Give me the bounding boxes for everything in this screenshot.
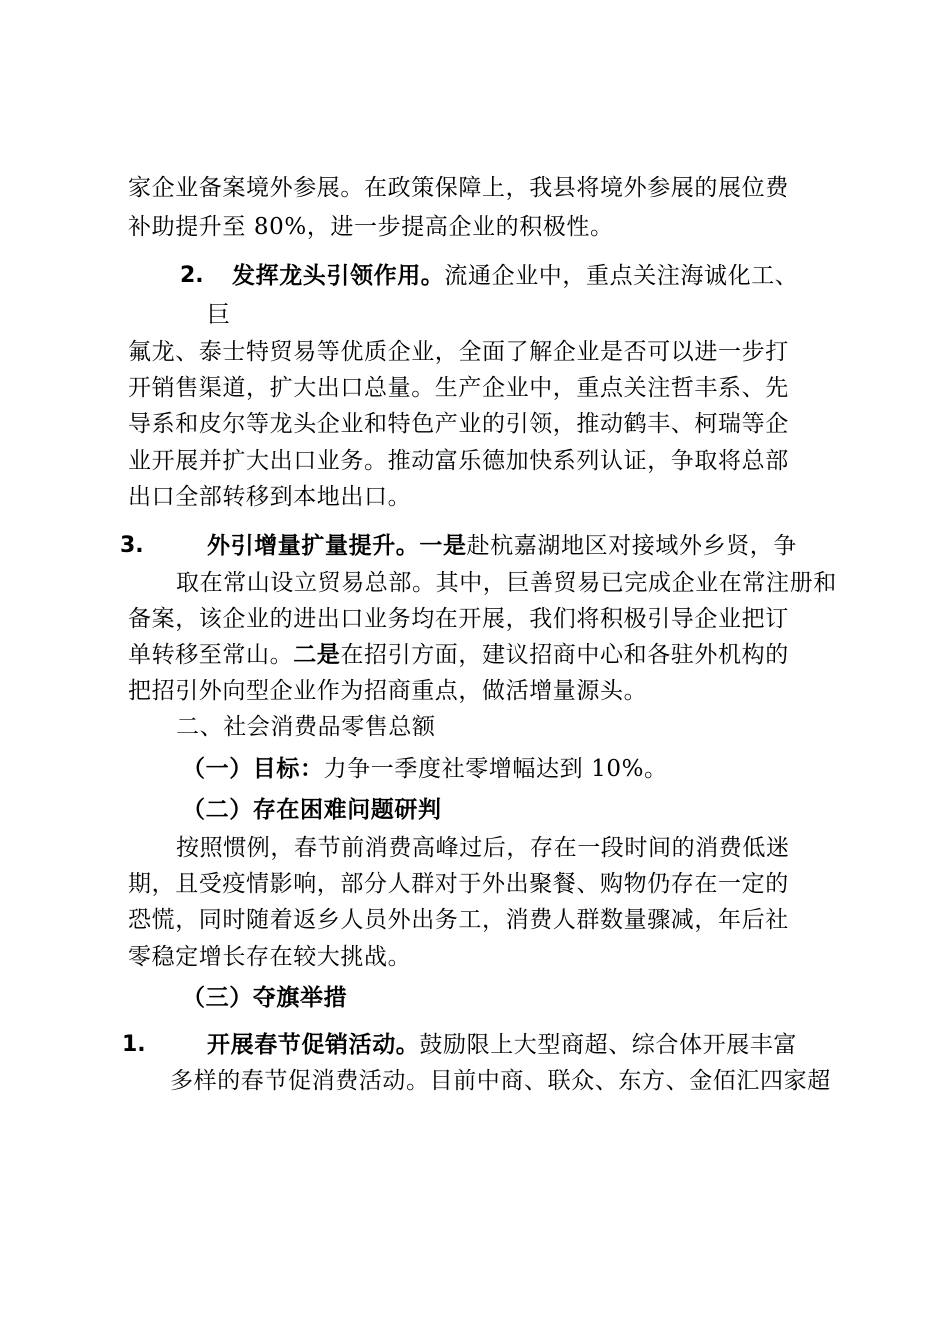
paragraph-line: 零稳定增长存在较大挑战。 bbox=[128, 944, 412, 970]
bold-heading: 开展春节促销活动。 bbox=[207, 1032, 420, 1058]
paragraph-line: 补助提升至 80%，进一步提高企业的积极性。 bbox=[128, 214, 614, 240]
paragraph-line: 恐慌，同时随着返乡人员外出务工，消费人群数量骤减，年后社 bbox=[128, 907, 789, 933]
paragraph-line: 业开展并扩大出口业务。推动富乐德加快系列认证，争取将总部 bbox=[128, 448, 789, 474]
subsection-heading: （三）夺旗举措 bbox=[182, 985, 348, 1011]
paragraph-line: 出口全部转移到本地出口。 bbox=[128, 484, 412, 510]
paragraph-line: 取在常山设立贸易总部。其中，巨善贸易已完成企业在常注册和 bbox=[176, 570, 837, 596]
paragraph-text: 在招引方面，建议招商中心和各驻外机构的 bbox=[340, 642, 789, 668]
paragraph-line bbox=[182, 751, 668, 787]
bold-marker: 二是 bbox=[293, 642, 341, 668]
paragraph-line: 多样的春节促消费活动。目前中商、联众、东方、金佰汇四家超 bbox=[170, 1068, 831, 1094]
paragraph-line: 把招引外向型企业作为招商重点，做活增量源头。 bbox=[128, 678, 648, 704]
list-number: 3. bbox=[120, 533, 144, 558]
paragraph-line: 导系和皮尔等龙头企业和特色产业的引领，推动鹤丰、柯瑞等企 bbox=[128, 411, 789, 437]
paragraph-line bbox=[232, 258, 798, 294]
paragraph-line bbox=[207, 528, 797, 564]
paragraph-line: 期，且受疫情影响，部分人群对于外出聚餐、购物仍存在一定的 bbox=[128, 871, 789, 897]
subsection-heading: （一）目标： bbox=[182, 756, 324, 782]
list-number: 2. bbox=[180, 263, 204, 288]
section-heading: 二、社会消费品零售总额 bbox=[176, 714, 436, 740]
paragraph-line: 按照惯例，春节前消费高峰过后，存在一段时间的消费低迷 bbox=[176, 835, 790, 861]
paragraph-line: 开销售渠道，扩大出口总量。生产企业中，重点关注哲丰系、先 bbox=[128, 375, 789, 401]
paragraph-line: 家企业备案境外参展。在政策保障上，我县将境外参展的展位费 bbox=[128, 175, 789, 201]
paragraph-text: 力争一季度社零增幅达到 10%。 bbox=[323, 756, 668, 782]
bold-marker: 一是 bbox=[419, 533, 467, 559]
bold-heading: 外引增量扩量提升。 bbox=[207, 533, 420, 559]
paragraph-line: 巨 bbox=[207, 302, 231, 328]
paragraph-text: 流通企业中，重点关注海诚化工、 bbox=[444, 263, 799, 289]
list-number: 1. bbox=[122, 1032, 146, 1057]
paragraph-text: 鼓励限上大型商超、综合体开展丰富 bbox=[419, 1032, 798, 1058]
paragraph-line: 氟龙、泰士特贸易等优质企业，全面了解企业是否可以进一步打 bbox=[128, 339, 789, 365]
paragraph-line bbox=[128, 637, 789, 673]
paragraph-text: 赴杭嘉湖地区对接域外乡贤，争 bbox=[466, 533, 798, 559]
subsection-heading: （二）存在困难问题研判 bbox=[182, 797, 442, 823]
paragraph-line: 备案，该企业的进出口业务均在开展，我们将积极引导企业把订 bbox=[128, 606, 789, 632]
bold-heading: 发挥龙头引领作用。 bbox=[232, 263, 445, 289]
paragraph-text: 单转移至常山。 bbox=[128, 642, 294, 668]
paragraph-line bbox=[207, 1027, 797, 1063]
